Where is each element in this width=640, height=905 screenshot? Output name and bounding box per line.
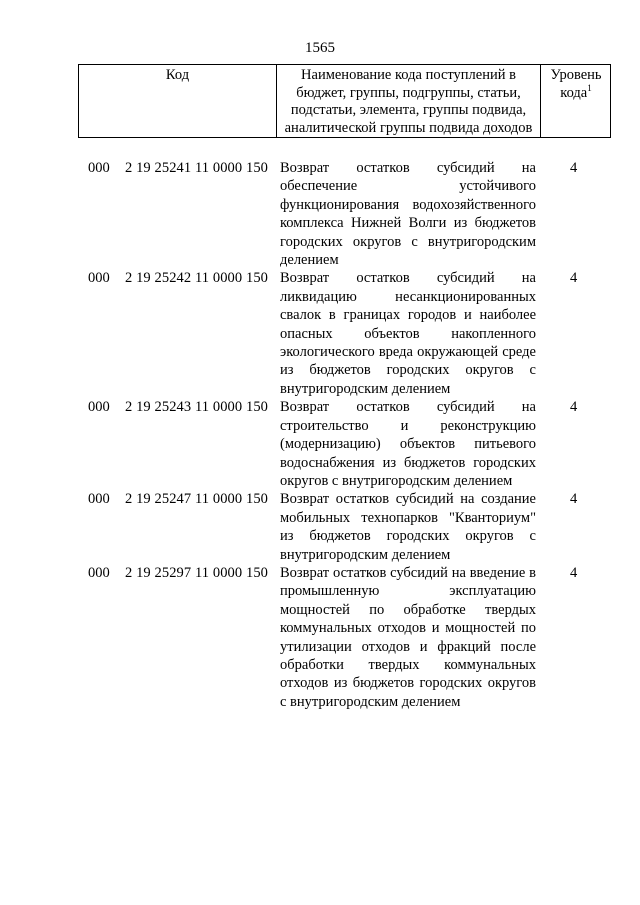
page-number: 1565 xyxy=(305,40,335,56)
row-admin-code: 000 xyxy=(88,270,110,287)
row-name: Возврат остатков субсидий на ликвидацию несанкционированных свалок в границах городов и наиболее опасных объектов накопленного экологического вреда окружающей среде из бюджетов городских округов с внутригородским делением xyxy=(280,270,536,397)
table-row xyxy=(0,159,640,269)
row-name: Возврат остатков субсидий на строительство и реконструкцию (модернизацию) объектов питьевого водоснабжения из бюджетов городских округов с внутригородским делением xyxy=(280,399,536,489)
table-row xyxy=(0,398,640,490)
row-admin-code: 000 xyxy=(88,491,110,508)
row-income-code: 2 19 25243 11 0000 150 xyxy=(125,399,269,416)
row-level: 4 xyxy=(570,399,578,416)
row-name: Возврат остатков субсидий на создание мобильных технопарков "Кванториум" из бюджетов городских округов с внутригородским делением xyxy=(280,491,536,563)
row-level: 4 xyxy=(570,491,578,508)
row-admin-code: 000 xyxy=(88,564,110,581)
row-level: 4 xyxy=(570,270,578,287)
row-level: 4 xyxy=(570,160,578,176)
row-income-code: 2 19 25247 11 0000 150 xyxy=(125,491,269,508)
row-income-code: 2 19 25241 11 0000 150 xyxy=(125,160,269,176)
row-income-code: 2 19 25297 11 0000 150 xyxy=(125,564,269,581)
row-admin-code: 000 xyxy=(88,160,110,176)
row-name: Возврат остатков субсидий на введение в промышленную эксплуатацию мощностей по обработке твердых коммунальных отходов и мощностей по утилизации отходов и фракций после обработки твердых коммунальных отходов из бюджетов городских округов с внутригородским делением xyxy=(280,564,536,710)
header-level xyxy=(540,65,611,137)
table-header xyxy=(78,64,611,138)
row-admin-code: 000 xyxy=(88,399,110,416)
row-name: Возврат остатков субсидий на обеспечение устойчивого функционирования водохозяйственного комплекса Нижней Волги из бюджетов городских округов с внутригородским делением xyxy=(280,160,536,269)
row-level: 4 xyxy=(570,564,578,581)
row-income-code: 2 19 25242 11 0000 150 xyxy=(125,270,269,287)
header-code: Код xyxy=(165,67,190,83)
table-row xyxy=(0,564,640,711)
header-level-label: Уровень кода xyxy=(550,67,602,101)
table-row xyxy=(0,269,640,398)
table-body xyxy=(0,159,640,711)
table-row xyxy=(0,490,640,564)
header-name: Наименование кода поступлений в бюджет, группы, подгруппы, статьи, подстатьи, элемента, группы подвида, аналитической группы подвида доходов xyxy=(276,65,540,137)
header-level-footnote: 1 xyxy=(587,82,592,93)
